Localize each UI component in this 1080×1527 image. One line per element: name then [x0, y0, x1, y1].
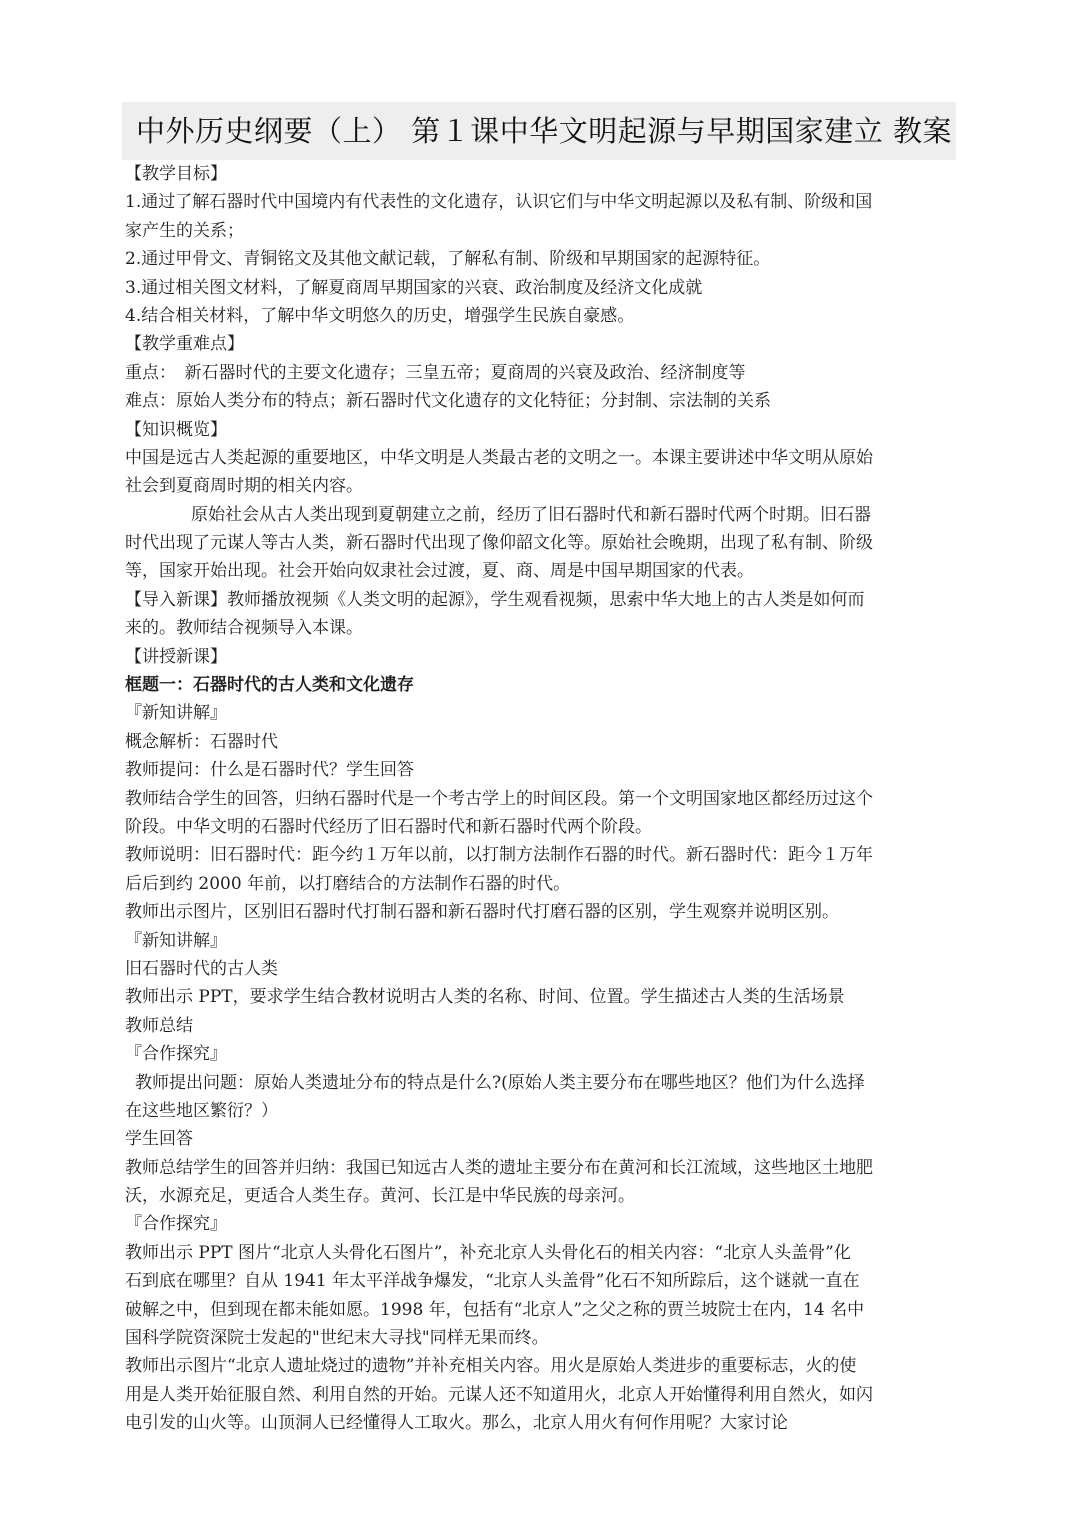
paragraph-line: 石到底在哪里？自从 1941 年太平洋战争爆发，“北京人头盖骨”化石不知所踪后，这个谜就一直在 — [125, 1271, 860, 1292]
document-title: 中外历史纲要（上） 第１课中华文明起源与早期国家建立 教案 — [136, 114, 952, 148]
section-heading-key-points: 【教学重难点】 — [125, 334, 244, 355]
paragraph-line: 中国是远古人类起源的重要地区，中华文明是人类最古老的文明之一。本课主要讲述中华文明从原始 — [125, 447, 873, 468]
subheading-line: 『新知讲解』 — [125, 930, 227, 951]
paragraph-line: 教师提问：什么是石器时代？学生回答 — [125, 760, 414, 781]
paragraph-line: 重点： 新石器时代的主要文化遗存；三皇五帝；夏商周的兴衰及政治、经济制度等 — [125, 362, 746, 383]
paragraph-line: 阶段。中华文明的石器时代经历了旧石器时代和新石器时代两个阶段。 — [125, 816, 652, 837]
section-heading-teaching: 【讲授新课】 — [125, 646, 227, 667]
paragraph-line: 电引发的山火等。山顶洞人已经懂得人工取火。那么，北京人用火有何作用呢？大家讨论 — [125, 1413, 788, 1434]
topic-heading: 框题一：石器时代的古人类和文化遗存 — [125, 675, 414, 696]
paragraph-line: 后后到约 2000 年前，以打磨结合的方法制作石器的时代。 — [125, 873, 571, 894]
paragraph-line: 教师总结 — [125, 1015, 193, 1036]
paragraph-line: 教师出示图片“北京人遗址烧过的遗物”并补充相关内容。用火是原始人类进步的重要标志，火的使 — [125, 1356, 857, 1377]
paragraph-line: 概念解析：石器时代 — [125, 731, 278, 752]
paragraph-line: 教师结合学生的回答，归纳石器时代是一个考古学上的时间区段。第一个文明国家地区都经历过这个 — [125, 788, 873, 809]
paragraph-line: 教师出示 PPT，要求学生结合教材说明古人类的名称、时间、位置。学生描述古人类的生活场景 — [125, 987, 845, 1008]
paragraph-line: 3.通过相关图文材料，了解夏商周早期国家的兴衰、政治制度及经济文化成就 — [125, 277, 703, 298]
paragraph-line: 来的。教师结合视频导入本课。 — [125, 618, 363, 639]
paragraph-line: 等，国家开始出现。社会开始向奴隶社会过渡，夏、商、周是中国早期国家的代表。 — [125, 561, 754, 582]
paragraph-line: 2.通过甲骨文、青铜铭文及其他文献记载，了解私有制、阶级和早期国家的起源特征。 — [125, 249, 771, 270]
paragraph-line: 破解之中，但到现在都未能如愿。1998 年，包括有“北京人”之父之称的贾兰坡院士在内，14 名中 — [125, 1299, 865, 1320]
paragraph-line: 【导入新课】教师播放视频《人类文明的起源》，学生观看视频，思索中华大地上的古人类是如何而 — [125, 589, 865, 610]
paragraph-line: 教师总结学生的回答并归纳：我国已知远古人类的遗址主要分布在黄河和长江流域，这些地区土地肥 — [125, 1157, 873, 1178]
section-heading-overview: 【知识概览】 — [125, 419, 227, 440]
paragraph-line: 难点：原始人类分布的特点；新石器时代文化遗存的文化特征；分封制、宗法制的关系 — [125, 391, 771, 412]
subheading-line: 『合作探究』 — [125, 1214, 227, 1235]
section-heading-objectives: 【教学目标】 — [125, 164, 227, 184]
paragraph-line: 社会到夏商周时期的相关内容。 — [125, 476, 363, 497]
paragraph-line: 教师提出问题：原始人类遗址分布的特点是什么?(原始人类主要分布在哪些地区？他们为什么选择 — [135, 1072, 865, 1093]
paragraph-line: 1.通过了解石器时代中国境内有代表性的文化遗存，认识它们与中华文明起源以及私有制、阶级和国 — [125, 192, 873, 213]
paragraph-line: 4.结合相关材料，了解中华文明悠久的历史，增强学生民族自豪感。 — [125, 305, 635, 326]
subheading-line: 『新知讲解』 — [125, 703, 227, 724]
paragraph-line: 教师出示图片，区别旧石器时代打制石器和新石器时代打磨石器的区别，学生观察并说明区别。 — [125, 902, 839, 923]
paragraph-line: 教师出示 PPT 图片“北京人头骨化石图片”，补充北京人头骨化石的相关内容：“北京人头盖骨”化 — [125, 1242, 851, 1263]
subheading-line: 『合作探究』 — [125, 1044, 227, 1065]
paragraph-line: 沃，水源充足，更适合人类生存。黄河、长江是中华民族的母亲河。 — [125, 1186, 635, 1207]
paragraph-line: 国科学院资深院士发起的"世纪末大寻找"同样无果而终。 — [125, 1328, 549, 1349]
document-body — [125, 160, 961, 1438]
paragraph-line: 在这些地区繁衍？） — [125, 1100, 278, 1121]
paragraph-line: 时代出现了元谋人等古人类，新石器时代出现了像仰韶文化等。原始社会晚期，出现了私有制、阶级 — [125, 533, 873, 554]
paragraph-line: 旧石器时代的古人类 — [125, 958, 278, 979]
paragraph-line: 用是人类开始征服自然、利用自然的开始。元谋人还不知道用火，北京人开始懂得利用自然火，如闪 — [125, 1384, 873, 1405]
paragraph-line: 原始社会从古人类出现到夏朝建立之前，经历了旧石器时代和新石器时代两个时期。旧石器 — [191, 504, 871, 525]
paragraph-line: 家产生的关系； — [125, 220, 244, 241]
paragraph-line: 学生回答 — [125, 1129, 193, 1150]
paragraph-line: 教师说明：旧石器时代：距今约１万年以前，以打制方法制作石器的时代。新石器时代：距今１万年 — [125, 845, 873, 866]
